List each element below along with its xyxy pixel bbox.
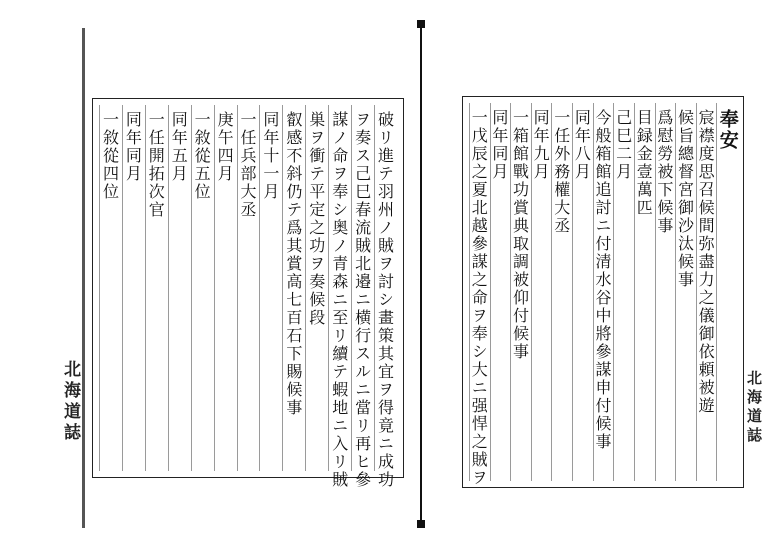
right-page-text-column: 同年九月 [531,109,551,181]
left-page-text-column: 同年十一月 [260,111,280,201]
left-page [92,98,404,489]
left-page-text-column: 同年同月 [123,111,143,183]
left-margin-title: 北海道誌 [60,360,80,444]
right-page-text-column: 宸襟度思召候間弥盡力之儀御依頼被遊 [696,109,716,415]
right-margin-title: 北海道誌 [745,370,763,446]
left-page-text-column: 一任開拓次官 [146,111,166,219]
left-page-text-column: 一敘從五位 [192,111,212,201]
center-spine [420,22,422,528]
right-page-text-column: 一箱館戰功賞典取調被仰付候事 [510,109,530,361]
right-page-text-column: 目録金壹萬匹 [634,109,654,217]
left-page-text-column: 一任兵部大丞 [238,111,257,219]
left-page-text-column: ヲ奏ス己巳春流賊北邉ニ横行スルニ當リ再ヒ參 [352,111,372,489]
right-page-columns [469,103,739,487]
left-page-text-column: 破リ進テ羽州ノ賊ヲ討シ畫策其宜ヲ得竟ニ成功 [375,111,395,489]
right-page-text-column: 候旨總督宮御沙汰候事 [675,109,695,289]
right-page-text-column: 一任外務權大丞 [551,109,571,235]
right-page-text-column: 己巳二月 [613,109,633,181]
right-page-text-column: 奉安 [716,109,739,151]
left-page-column-rule [374,105,375,471]
right-page-text-column: 同年八月 [572,109,592,181]
right-page-text-column: 今般箱館追討ニ付清水谷中將參謀申付候事 [593,109,612,451]
right-page [462,96,744,488]
left-page-text-column: 同年五月 [169,111,189,183]
spine-top-marker [417,20,425,28]
right-page-text-column: 爲慰勞被下候事 [654,109,674,235]
left-page-text-column: 巣ヲ衝テ平定之功ヲ奏候段 [306,111,326,327]
right-page-text-column: 同年同月 [489,109,509,181]
left-page-text-column: 庚午四月 [215,111,235,183]
left-page-text-column: 謀ノ命ヲ奉シ奥ノ青森ニ至リ續テ蝦地ニ入リ賊 [329,111,349,489]
left-page-columns [99,105,397,489]
spine-bottom-marker [417,520,425,528]
right-page-column-rule [716,103,717,481]
left-page-text-column: 叡感不斜仍テ爲其賞高七百石下賜候事 [283,111,303,417]
left-page-text-column: 一敘從四位 [100,111,120,201]
left-page-column-rule [351,105,352,471]
left-binding-edge [82,28,85,528]
right-page-text-column: 一戊辰之夏北越參謀之命ヲ奉シ大ニ强悍之賊ヲ [469,109,489,487]
